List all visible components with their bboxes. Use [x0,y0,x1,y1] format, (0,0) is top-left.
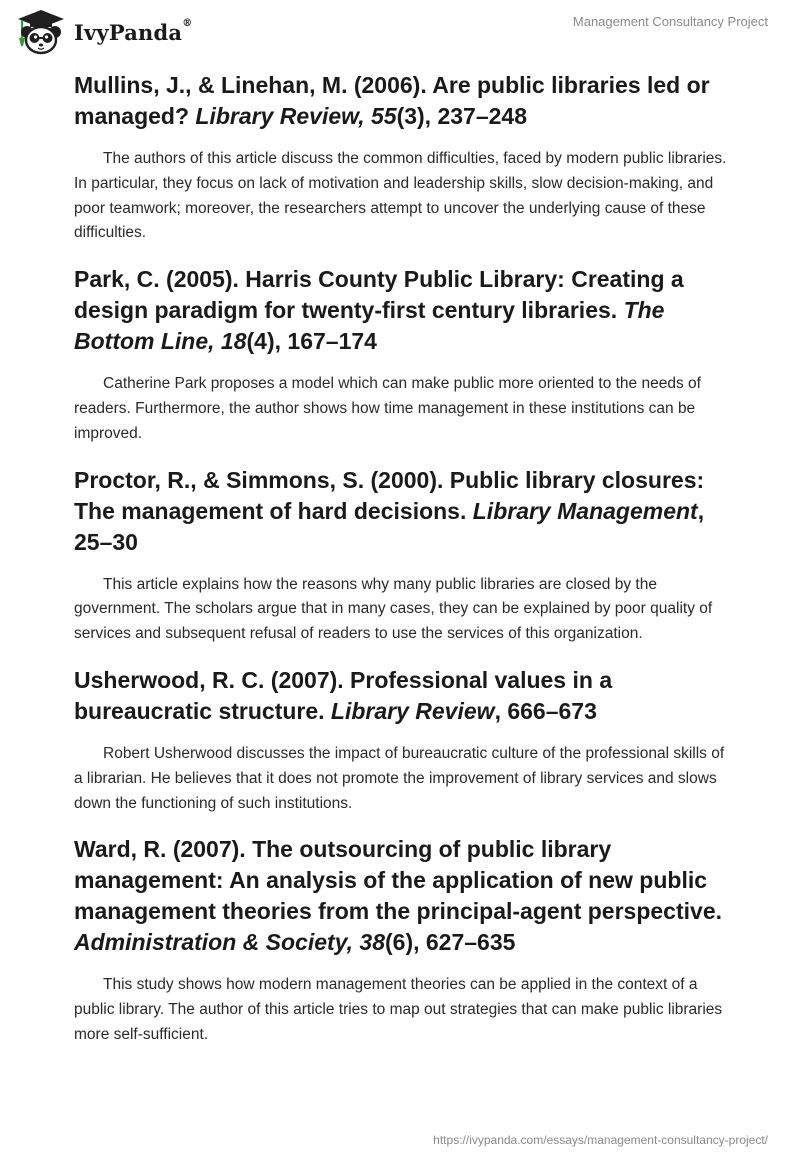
reference-entry [74,834,734,1047]
reference-entry [74,465,734,647]
reference-summary: The authors of this article discuss the common difficulties, faced by modern public libraries. In particular, they focus on lack of motivation and leadership skills, slow decision-making, and poor teamwork; moreover, the researchers attempt to uncover the underlying cause of these difficulties. [74,150,727,242]
reference-summary: Catherine Park proposes a model which can make public more oriented to the needs of readers. Furthermore, the author shows how time management in these institutions can be improved. [74,375,701,442]
reference-citation: Mullins, J., & Linehan, M. (2006). Are public libraries led or managed? Library Review, 55(3), 237–248 [74,72,710,129]
reference-entry [74,665,734,816]
reference-summary: Robert Usherwood discusses the impact of bureaucratic culture of the professional skills of a librarian. He believes that it does not promote the improvement of library services and slows down the functioning of such institutions. [74,744,725,812]
registered-mark: ® [182,17,193,29]
page-header [0,0,800,60]
panda-graduate-icon [14,8,68,56]
reference-summary: This study shows how modern management theories can be applied in the context of a public library. The author of this article tries to map out strategies that can make public libraries more self-sufficient. [74,976,723,1043]
reference-entry [74,70,734,246]
reference-list [74,70,734,1048]
brand-name: IvyPanda® [74,17,193,45]
source-url[interactable]: https://ivypanda.com/essays/management-consultancy-project/ [433,1133,768,1147]
document-title: Management Consultancy Project [572,14,768,29]
reference-citation: Ward, R. (2007). The outsourcing of public library management: An analysis of the application of new public management theories from the principal-agent perspective. Administration & Society, 38(6), 627–635 [74,836,722,956]
reference-citation: Park, C. (2005). Harris County Public Library: Creating a design paradigm for twenty-first century libraries. The Bottom Line, 18(4), 167–174 [74,266,684,355]
reference-citation: Proctor, R., & Simmons, S. (2000). Public library closures: The management of hard decisions. Library Management, 25–30 [74,466,705,555]
reference-entry [74,264,734,446]
reference-citation: Usherwood, R. C. (2007). Professional values in a bureaucratic structure. Library Review, 666–673 [74,666,613,724]
reference-summary: This article explains how the reasons why many public libraries are closed by the government. The scholars argue that in many cases, they can be explained by poor quality of services and subsequent refusal of readers to use the services of this organization. [74,575,713,643]
ivypanda-logo[interactable] [14,8,192,56]
